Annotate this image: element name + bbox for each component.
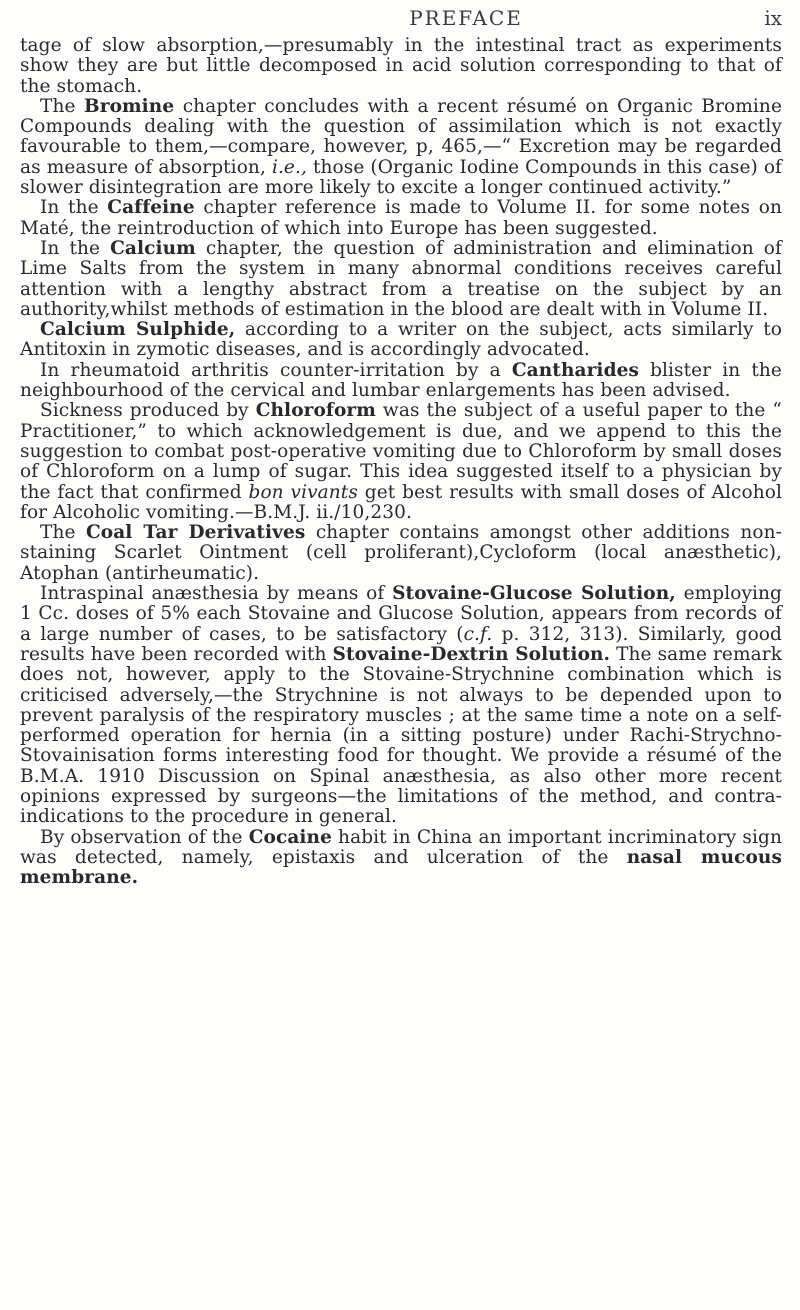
text-run: In the — [40, 197, 108, 219]
paragraph — [20, 523, 782, 584]
text-run: those (Organic Iodine Compounds in this case) of slower disintegration are more likely to excite a longer continued activity.” — [20, 156, 783, 199]
paragraph — [20, 401, 782, 523]
body-text — [20, 36, 782, 888]
text-run: chapter concludes with a recent résumé on Organic Bromine Compounds dealing with the question of assimilation which is not exactly favourable to them,—compare, however, p, 465,—“ Excretion may be regarded as measure of absorption, — [20, 95, 782, 178]
text-run: employing 1 Cc. doses of 5% each Stovaine and Glucose Solution, appears from records of a large number of cases, to be satisfactory ( — [20, 583, 782, 645]
text-run-bold: Bromine — [83, 95, 175, 117]
text-run-bold: nasal mucous membrane. — [20, 846, 782, 889]
text-run-italic: i.e., — [271, 156, 307, 178]
paragraph — [20, 828, 782, 889]
text-run: The — [40, 95, 84, 117]
text-run: p. 312, 313). Similarly, good results have been recorded with — [20, 623, 782, 665]
text-run: get best results with small doses of Alcohol for Alcoholic vomiting.—B.M.J. ii./10,230. — [20, 481, 782, 523]
text-run: In rheumatoid arthritis counter-irritation by a — [40, 359, 512, 381]
text-run: was the subject of a useful paper to the “ Practitioner,” to which acknowledgement is due, and we append to this the suggestion to combat post-operative vomiting due to Chloroform by small doses of Chloroform on a lump of sugar. This idea suggested itself to a physician by the fact that confirmed — [20, 400, 782, 503]
text-run-bold: Calcium Sulphide, — [40, 319, 236, 341]
paragraph — [20, 361, 782, 402]
text-run: Intraspinal anæsthesia by means of — [40, 583, 393, 605]
text-run: In the — [40, 237, 111, 259]
text-run: Sickness produced by — [40, 400, 256, 422]
paragraph — [20, 584, 782, 828]
text-run: according to a writer on the subject, acts similarly to Antitoxin in zymotic diseases, and is accordingly advocated. — [20, 319, 782, 361]
text-run: chapter reference is made to Volume II. for some notes on Maté, the reintroduction of which into Europe has been suggested. — [20, 197, 782, 239]
page-number: ix — [764, 6, 782, 30]
paragraph — [20, 320, 782, 361]
text-run: chapter contains amongst other additions non-staining Scarlet Ointment (cell proliferant),Cycloform (local anæsthetic), Atophan (antirheumatic). — [20, 522, 783, 584]
text-run: The same remark does not, however, apply to the Stovaine-Strychnine combination which is criticised adversely,—the Strychnine is not always to be depended upon to prevent paralysis of the respiratory muscles ; at the same time a note on a self-performed operation for hernia (in a sitting posture) under Rachi-Strychno-Stovainisation forms interesting food for thought. We provide a résumé of the B.M.A. 1910 Discussion on Spinal anæsthesia, as also other more recent opinions expressed by surgeons—the limitations of the method, and contra-indications to the procedure in general. — [20, 643, 783, 828]
text-run-italic: bon vivants — [248, 481, 358, 503]
text-run-bold: Chloroform — [255, 400, 376, 422]
running-title: PREFACE — [409, 6, 523, 30]
text-run: tage of slow absorption,—presumably in the intestinal tract as experiments show they are but little decomposed in acid solution corresponding to that of the stomach. — [20, 35, 782, 97]
running-head — [150, 6, 782, 34]
text-run-bold: Stovaine-Dextrin Solution. — [332, 643, 611, 665]
text-run-bold: Cantharides — [511, 359, 639, 381]
text-run-bold: Cocaine — [248, 826, 332, 848]
text-run: By observation of the — [40, 826, 249, 848]
text-run: blister in the neighbourhood of the cervical and lumbar enlargements has been advised. — [20, 359, 782, 402]
text-run: The — [40, 522, 86, 544]
text-run-bold: Calcium — [110, 237, 196, 259]
paragraph — [20, 36, 782, 97]
text-run-bold: Coal Tar Derivatives — [85, 522, 306, 544]
text-run-italic: c.f. — [463, 623, 493, 645]
paragraph — [20, 97, 782, 198]
text-run: chapter, the question of administration and elimination of Lime Salts from the system in many abnormal conditions receives careful attention with a lengthy abstract from a treatise on the subject by an authority,whilst methods of estimation in the blood are dealt with in Volume II. — [20, 237, 782, 320]
paragraph — [20, 198, 782, 239]
text-run: habit in China an important incriminatory sign was detected, namely, epistaxis and ulceration of the — [20, 826, 782, 868]
text-run-bold: Stovaine-Glucose Solution, — [392, 583, 676, 605]
text-run-bold: Caffeine — [107, 197, 195, 219]
paragraph — [20, 239, 782, 320]
